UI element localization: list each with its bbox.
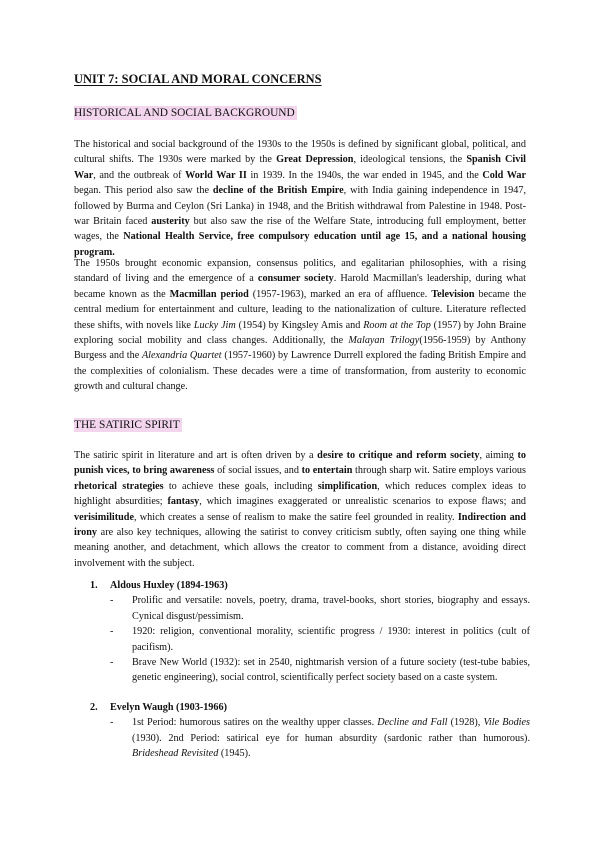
author-point: - 1st Period: humorous satires on the wealthy upper classes. Decline and Fall (1928), Vile Bodies (1930). 2nd Period: satirical eye for human absurdity (sardonic rather than humorous). Brideshead Revisited (1945). [110, 717, 530, 760]
section-heading-background: HISTORICAL AND SOCIAL BACKGROUND [74, 107, 295, 119]
background-paragraph-2: The 1950s brought economic expansion, consensus politics, and egalitarian philosophies, with a rising standard of living and the emergence of a consumer society. Harold Macmillan's leadership, during what became known as the Macmillan period (1957-1963), marked an era of affluence. Television became the central medium for entertainment and culture, leading to the nationalization of culture. Literature reflected these shifts, with novels like Lucky Jim (1954) by Kingsley Amis and Room at the Top (1957) by John Braine exploring social mobility and class changes. Additionally, the Malayan Trilogy(1956-1959) by Anthony Burgess and the Alexandria Quartet (1957-1960) by Lawrence Durrell explored the fading British Empire and the complexities of colonialism. These decades were a time of transformation, from austerity to economic growth and cultural change. [74, 258, 527, 393]
author-name: Evelyn Waugh (1903-1966) [110, 701, 227, 713]
author-number: 2. [90, 701, 98, 713]
satire-paragraph: The satiric spirit in literature and art is often driven by a desire to critique and reform society, aiming to punish vices, to bring awareness of social issues, and to entertain through sharp wit. Satire employs various rhetorical strategies to achieve these goals, including simplification, which reduces complex ideas to highlight absurdities; fantasy, which imagines exaggerated or unrealistic scenarios to expose flaws; and verisimilitude, which creates a sense of realism to make the satire feel grounded in reality. Indirection and irony are also key techniques, allowing the satirist to convey criticism subtly, often saying one thing while meaning another, and detachment, which allows the creator to comment from a distance, avoiding direct involvement with the subject. [74, 450, 527, 569]
author-points [90, 593, 530, 685]
section-heading-satire: THE SATIRIC SPIRIT [74, 419, 180, 431]
author-point: - 1920: religion, conventional morality, scientific progress / 1930: interest in politics (cult of pacifism). [110, 626, 530, 653]
author-name: Aldous Huxley (1894-1963) [110, 580, 228, 591]
author-points [90, 715, 530, 761]
author-number: 1. [90, 580, 98, 591]
list-gap [90, 686, 530, 700]
author-point: - Prolific and versatile: novels, poetry, drama, travel-books, short stories, biography and essays. Cynical disgust/pessimism. [110, 595, 530, 622]
background-paragraph-1: The historical and social background of the 1930s to the 1950s is defined by significant global, political, and cultural shifts. The 1930s were marked by the Great Depression, ideological tensions, the Spanish Civil War, and the outbreak of World War II in 1939. In the 1940s, the war ended in 1945, and the Cold War began. This period also saw the decline of the British Empire, with India gaining independence in 1947, followed by Burma and Ceylon (Sri Lanka) in 1948, and the British withdrawal from Palestine in 1948. Post-war Britain faced austerity but also saw the rise of the Welfare State, introducing full employment, better wages, the National Health Service, free compulsory education until age 15, and a national housing program. [74, 139, 527, 258]
author-item-waugh [90, 700, 530, 762]
author-point: - Brave New World (1932): set in 2540, nightmarish version of a future society (test-tube babies, genetic engineering), social control, scientifically perfect society based on a caste system. [110, 657, 530, 684]
author-item-huxley [90, 578, 530, 686]
author-list [90, 578, 530, 761]
unit-title: UNIT 7: SOCIAL AND MORAL CONCERNS [74, 72, 322, 86]
